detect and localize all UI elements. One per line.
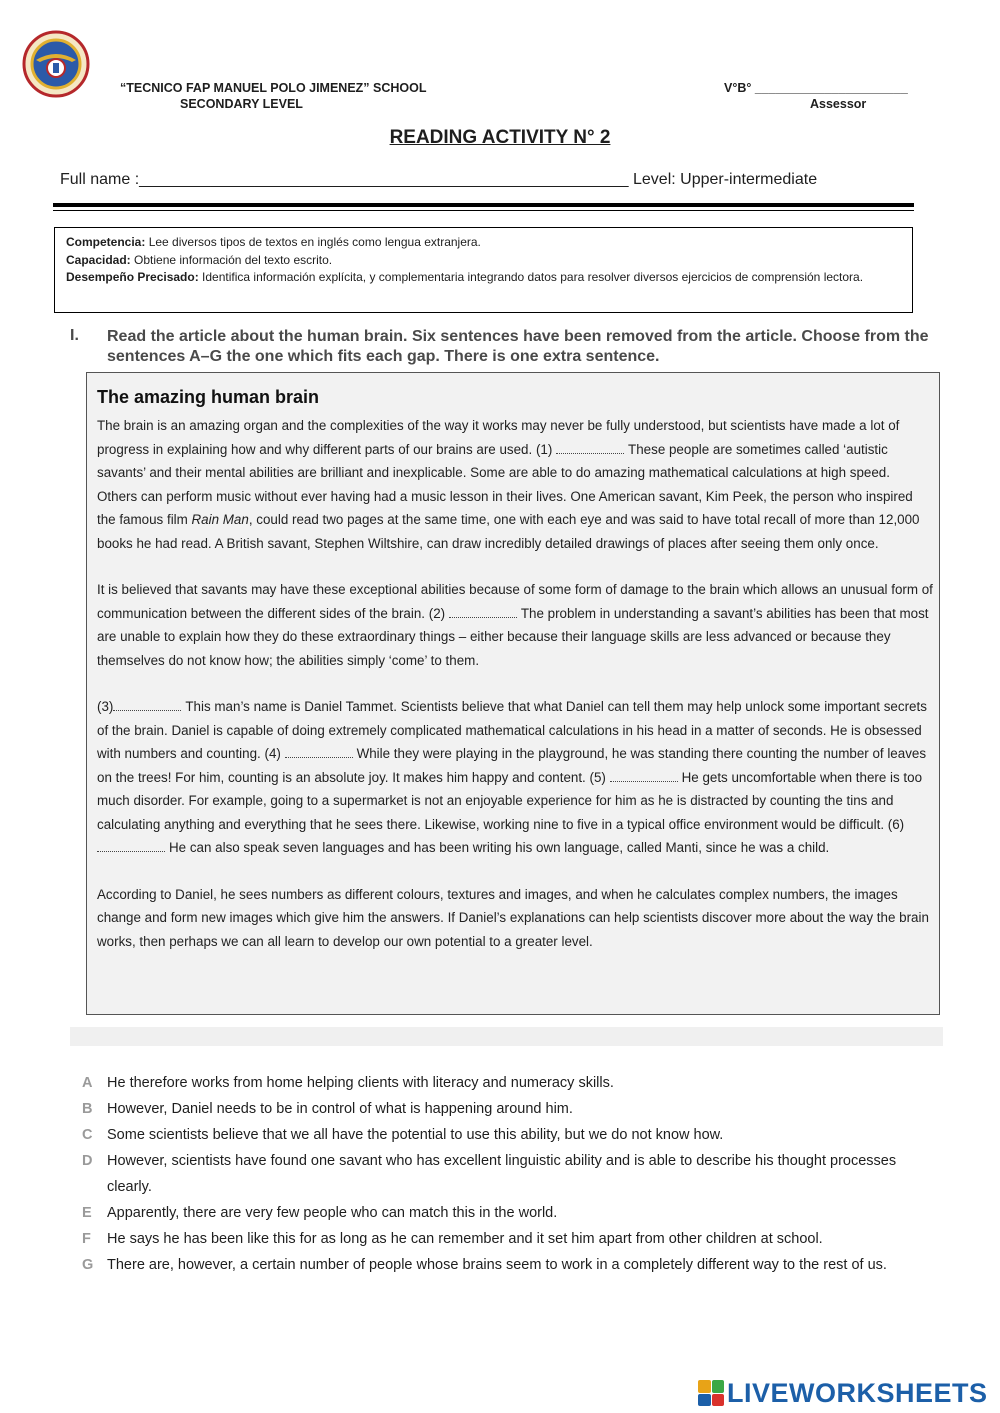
- article-text: The problem in understanding a savant’s abilities has been that most are unable to explain how they do these extraordinary things – either because their language skills are less advanced or because they themselves do not know how; the abilities simply ‘come’ to them.: [97, 605, 929, 668]
- option-c: [82, 1122, 942, 1148]
- gap-1-blank[interactable]: [556, 444, 624, 454]
- full-name-field[interactable]: Full name :_______________________________________________________: [60, 171, 629, 188]
- school-name: “TECNICO FAP MANUEL POLO JIMENEZ” SCHOOL: [120, 81, 427, 95]
- option-text: Some scientists believe that we all have the potential to use this ability, but we do not know how.: [107, 1127, 724, 1143]
- option-text: He therefore works from home helping clients with literacy and numeracy skills.: [107, 1075, 614, 1091]
- header-divider-thick: [53, 203, 914, 207]
- gap-6-label: (6): [887, 816, 905, 832]
- competencies-box: [54, 227, 913, 313]
- article-title: The amazing human brain: [97, 387, 320, 407]
- gap-3-blank[interactable]: [113, 701, 181, 711]
- article-paragraph-4: According to Daniel, he sees numbers as different colours, textures and images, and when he calculates complex numbers, the images change and form new images which give him the answers. If Daniel’s explanations can help scientists discover more about the way the brain works, then perhaps we can all learn to develop our own potential to a greater level.: [97, 886, 929, 949]
- header-divider-thin: [53, 210, 914, 211]
- article-text: He gets uncomfortable when there is too much disorder. For example, going to a supermarket is not an enjoyable experience for him as he is distracted by counting the tins and calculating anything and everything that he sees there. Likewise, working nine to five in a typical office environment would be difficult.: [97, 769, 923, 832]
- separator-band: [70, 1027, 943, 1046]
- option-letter: E: [82, 1205, 92, 1221]
- option-letter: B: [82, 1101, 93, 1117]
- liveworksheets-mark-icon: [698, 1380, 724, 1406]
- gap-3-label: (3): [97, 699, 114, 714]
- gap-1-label: (1): [535, 441, 553, 457]
- film-title: Rain Man: [191, 512, 249, 527]
- option-text: However, Daniel needs to be in control of what is happening around him.: [107, 1101, 573, 1117]
- option-letter: G: [82, 1257, 94, 1273]
- competencia-text: Lee diversos tipos de textos en inglés como lengua extranjera.: [145, 235, 481, 249]
- article-text: He can also speak seven languages and has been writing his own language, called Manti, since he was a child.: [169, 840, 830, 855]
- option-b: [82, 1096, 942, 1122]
- article-paragraph-3: [97, 695, 933, 860]
- option-e: [82, 1200, 942, 1226]
- liveworksheets-logo[interactable]: [698, 1377, 988, 1409]
- gap-4-label: (4): [264, 746, 281, 761]
- article-paragraph-2: [97, 578, 933, 672]
- option-f: [82, 1226, 942, 1252]
- article-text: It is believed that savants may have these exceptional abilities because of some form of damage to the brain which allows an unusual form of communication between the different sides of the brain.: [97, 582, 933, 621]
- article-text: While they were playing in the playground, he was standing there counting the number of leaves on the trees! For him, counting is an absolute joy. It makes him happy and content.: [97, 746, 927, 785]
- gap-5-label: (5): [589, 769, 606, 785]
- gap-5-blank[interactable]: [610, 772, 678, 782]
- school-level: SECONDARY LEVEL: [180, 97, 303, 111]
- gap-4-blank[interactable]: [285, 748, 353, 758]
- option-letter: A: [82, 1075, 93, 1091]
- instruction-number: I.: [70, 327, 79, 344]
- gap-2-label: (2): [428, 605, 446, 621]
- competencia-label: Competencia:: [66, 235, 146, 249]
- capacidad-label: Capacidad:: [66, 252, 131, 267]
- desempeno-text: Identifica información explícita, y complementaria integrando datos para resolver diversos ejercicios de comprensión lectora.: [198, 270, 864, 284]
- option-text: He says he has been like this for as long as he can remember and it set him apart from other children at school.: [107, 1231, 823, 1247]
- options-list: [82, 1070, 942, 1278]
- page-title: READING ACTIVITY N° 2: [389, 127, 611, 148]
- article-text: , could read two pages at the same time, one with each eye and was said to have total recall of more than 12,000 books he had read. A British savant, Stephen Wiltshire, can draw incredibly detailed drawings of places after seeing them only once.: [97, 512, 920, 551]
- option-letter: C: [82, 1127, 93, 1143]
- option-d: [82, 1148, 942, 1200]
- option-a: [82, 1070, 942, 1096]
- option-text: There are, however, a certain number of people whose brains seem to work in a completely different way to the rest of us.: [107, 1257, 887, 1273]
- capacidad-text: Obtiene información del texto escrito.: [130, 252, 333, 267]
- article-box: [86, 372, 940, 1015]
- option-g: [82, 1252, 942, 1278]
- school-crest-icon: [22, 30, 90, 98]
- desempeno-label: Desempeño Precisado:: [66, 270, 199, 284]
- option-text: However, scientists have found one savant who has excellent linguistic ability and is able to describe his thought processes clearly.: [107, 1153, 897, 1195]
- gap-2-blank[interactable]: [449, 608, 517, 618]
- instruction-text: Read the article about the human brain. Six sentences have been removed from the article. Choose from the sentences A–G the one which fits each gap. There is one extra sentence.: [107, 328, 929, 365]
- liveworksheets-brand: LIVEWORKSHEETS: [727, 1377, 988, 1408]
- option-letter: D: [82, 1153, 93, 1169]
- article-text: These people are sometimes called ‘autistic savants’ and their mental abilities are brilliant and inexplicable. Some are able to do amazing mathematical calculations at high speed. Others can perform music without ever having had a music lesson in their lives. One American savant, Kim Peek, the person who inspired the famous film: [97, 441, 913, 527]
- approval-signature-line[interactable]: V°B° ______________________: [724, 81, 908, 95]
- option-letter: F: [82, 1231, 91, 1247]
- option-text: Apparently, there are very few people who can match this in the world.: [107, 1205, 558, 1221]
- assessor-label: Assessor: [810, 97, 867, 111]
- article-text: This man’s name is Daniel Tammet. Scientists believe that what Daniel can tell them may help unlock some important secrets of the brain. Daniel is capable of doing extremely complicated mathematical calculations in his head in a matter of seconds. He is obsessed with numbers and counting.: [97, 699, 927, 761]
- level-label: Level: Upper-intermediate: [633, 171, 818, 188]
- article-paragraph-1: [97, 414, 933, 555]
- article-text: The brain is an amazing organ and the complexities of the way it works may never be fully understood, but scientists have made a lot of progress in explaining how and why different parts of our brains are used.: [97, 418, 900, 457]
- gap-6-blank[interactable]: [97, 842, 165, 852]
